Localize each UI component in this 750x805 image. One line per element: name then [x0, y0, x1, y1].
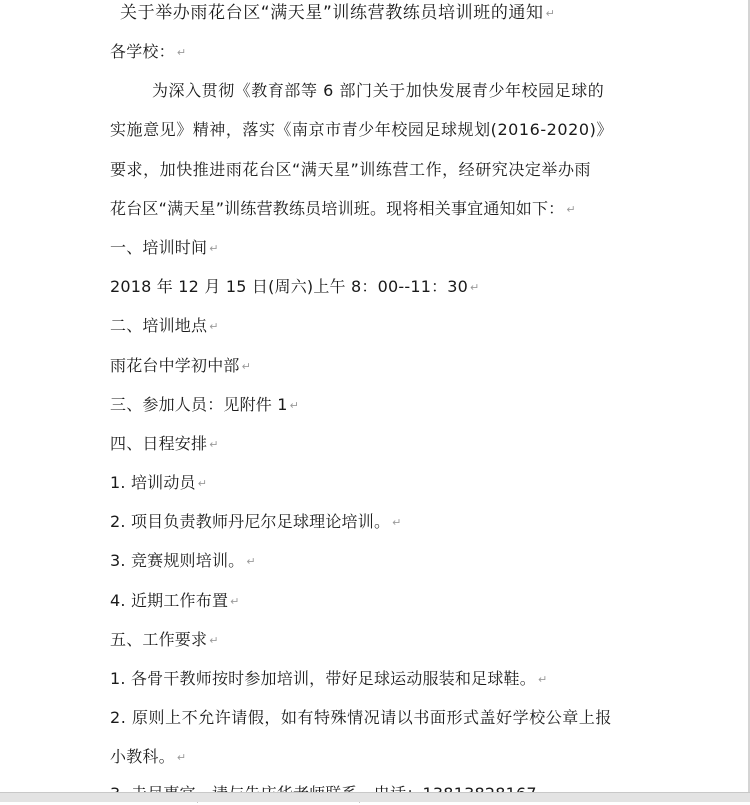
paragraph-mark-icon: ↵	[209, 242, 219, 255]
paragraph-mark-icon: ↵	[545, 7, 556, 20]
paragraph-mark-icon: ↵	[209, 320, 219, 333]
intro-line-4-wrap	[110, 198, 576, 221]
schedule-item: 4. 近期工作布置	[110, 591, 229, 610]
paragraph-mark-icon: ↵	[230, 595, 240, 608]
section-time-value-line	[110, 276, 479, 299]
paragraph-mark-icon: ↵	[246, 555, 256, 568]
intro-line-1: 为深入贯彻《教育部等 6 部门关于加快发展青少年校园足球的	[152, 81, 605, 100]
section-requirements-heading: 五、工作要求	[110, 630, 208, 649]
paragraph-mark-icon: ↵	[197, 477, 208, 490]
schedule-item: 1. 培训动员	[110, 473, 196, 492]
section-requirements-heading-line	[110, 629, 219, 652]
paragraph-mark-icon: ↵	[209, 438, 219, 451]
salutation-line	[110, 41, 186, 64]
schedule-item-line	[110, 511, 402, 534]
schedule-item: 2. 项目负责教师丹尼尔足球理论培训。	[110, 512, 391, 531]
paragraph-mark-icon: ↵	[470, 281, 480, 294]
requirement-item-line	[110, 668, 547, 691]
paragraph-mark-icon: ↵	[289, 399, 300, 412]
paragraph-mark-icon: ↵	[566, 203, 576, 216]
section-time-heading: 一、培训时间	[110, 238, 208, 257]
page-gap	[0, 792, 750, 802]
paragraph-mark-icon: ↵	[209, 634, 219, 647]
schedule-item: 3. 竞赛规则培训。	[110, 551, 245, 570]
intro-line-2: 实施意见》精神，落实《南京市青少年校园足球规划(2016-2020)》	[110, 120, 613, 139]
section-location-heading: 二、培训地点	[110, 316, 208, 335]
paragraph-mark-icon: ↵	[241, 360, 252, 373]
salutation: 各学校：	[110, 42, 175, 61]
section-participants-line	[110, 394, 299, 417]
notice-title: 关于举办雨花台区“满天星”训练营教练员培训班的通知	[120, 3, 544, 23]
section-location-value: 雨花台中学初中部	[110, 356, 240, 375]
requirement-item: 小教科。	[110, 747, 175, 766]
section-location-value-line	[110, 355, 251, 378]
paragraph-mark-icon: ↵	[392, 516, 402, 529]
section-participants: 三、参加人员：见附件 1	[110, 395, 288, 414]
requirement-item: 1. 各骨干教师按时参加培训，带好足球运动服装和足球鞋。	[110, 669, 536, 688]
notice-title-line	[120, 2, 555, 25]
schedule-item-line	[110, 590, 240, 613]
section-location-heading-line	[110, 315, 219, 338]
requirement-item-line	[110, 746, 186, 769]
paragraph-mark-icon: ↵	[537, 673, 548, 686]
schedule-item-line	[110, 472, 207, 495]
section-schedule-heading-line	[110, 433, 219, 456]
section-time-value: 2018 年 12 月 15 日(周六)上午 8：00--11：30	[110, 277, 469, 296]
section-schedule-heading: 四、日程安排	[110, 434, 208, 453]
intro-line-3: 要求，加快推进雨花台区“满天星”训练营工作，经研究决定举办雨	[110, 160, 592, 179]
requirement-item: 2. 原则上不允许请假，如有特殊情况请以书面形式盖好学校公章上报	[110, 708, 612, 727]
intro-line-4: 花台区“满天星”训练营教练员培训班。现将相关事宜通知如下：	[110, 199, 565, 218]
paragraph-mark-icon: ↵	[176, 751, 187, 764]
section-time-heading-line	[110, 237, 219, 260]
schedule-item-line	[110, 550, 256, 573]
paragraph-mark-icon: ↵	[176, 46, 187, 59]
